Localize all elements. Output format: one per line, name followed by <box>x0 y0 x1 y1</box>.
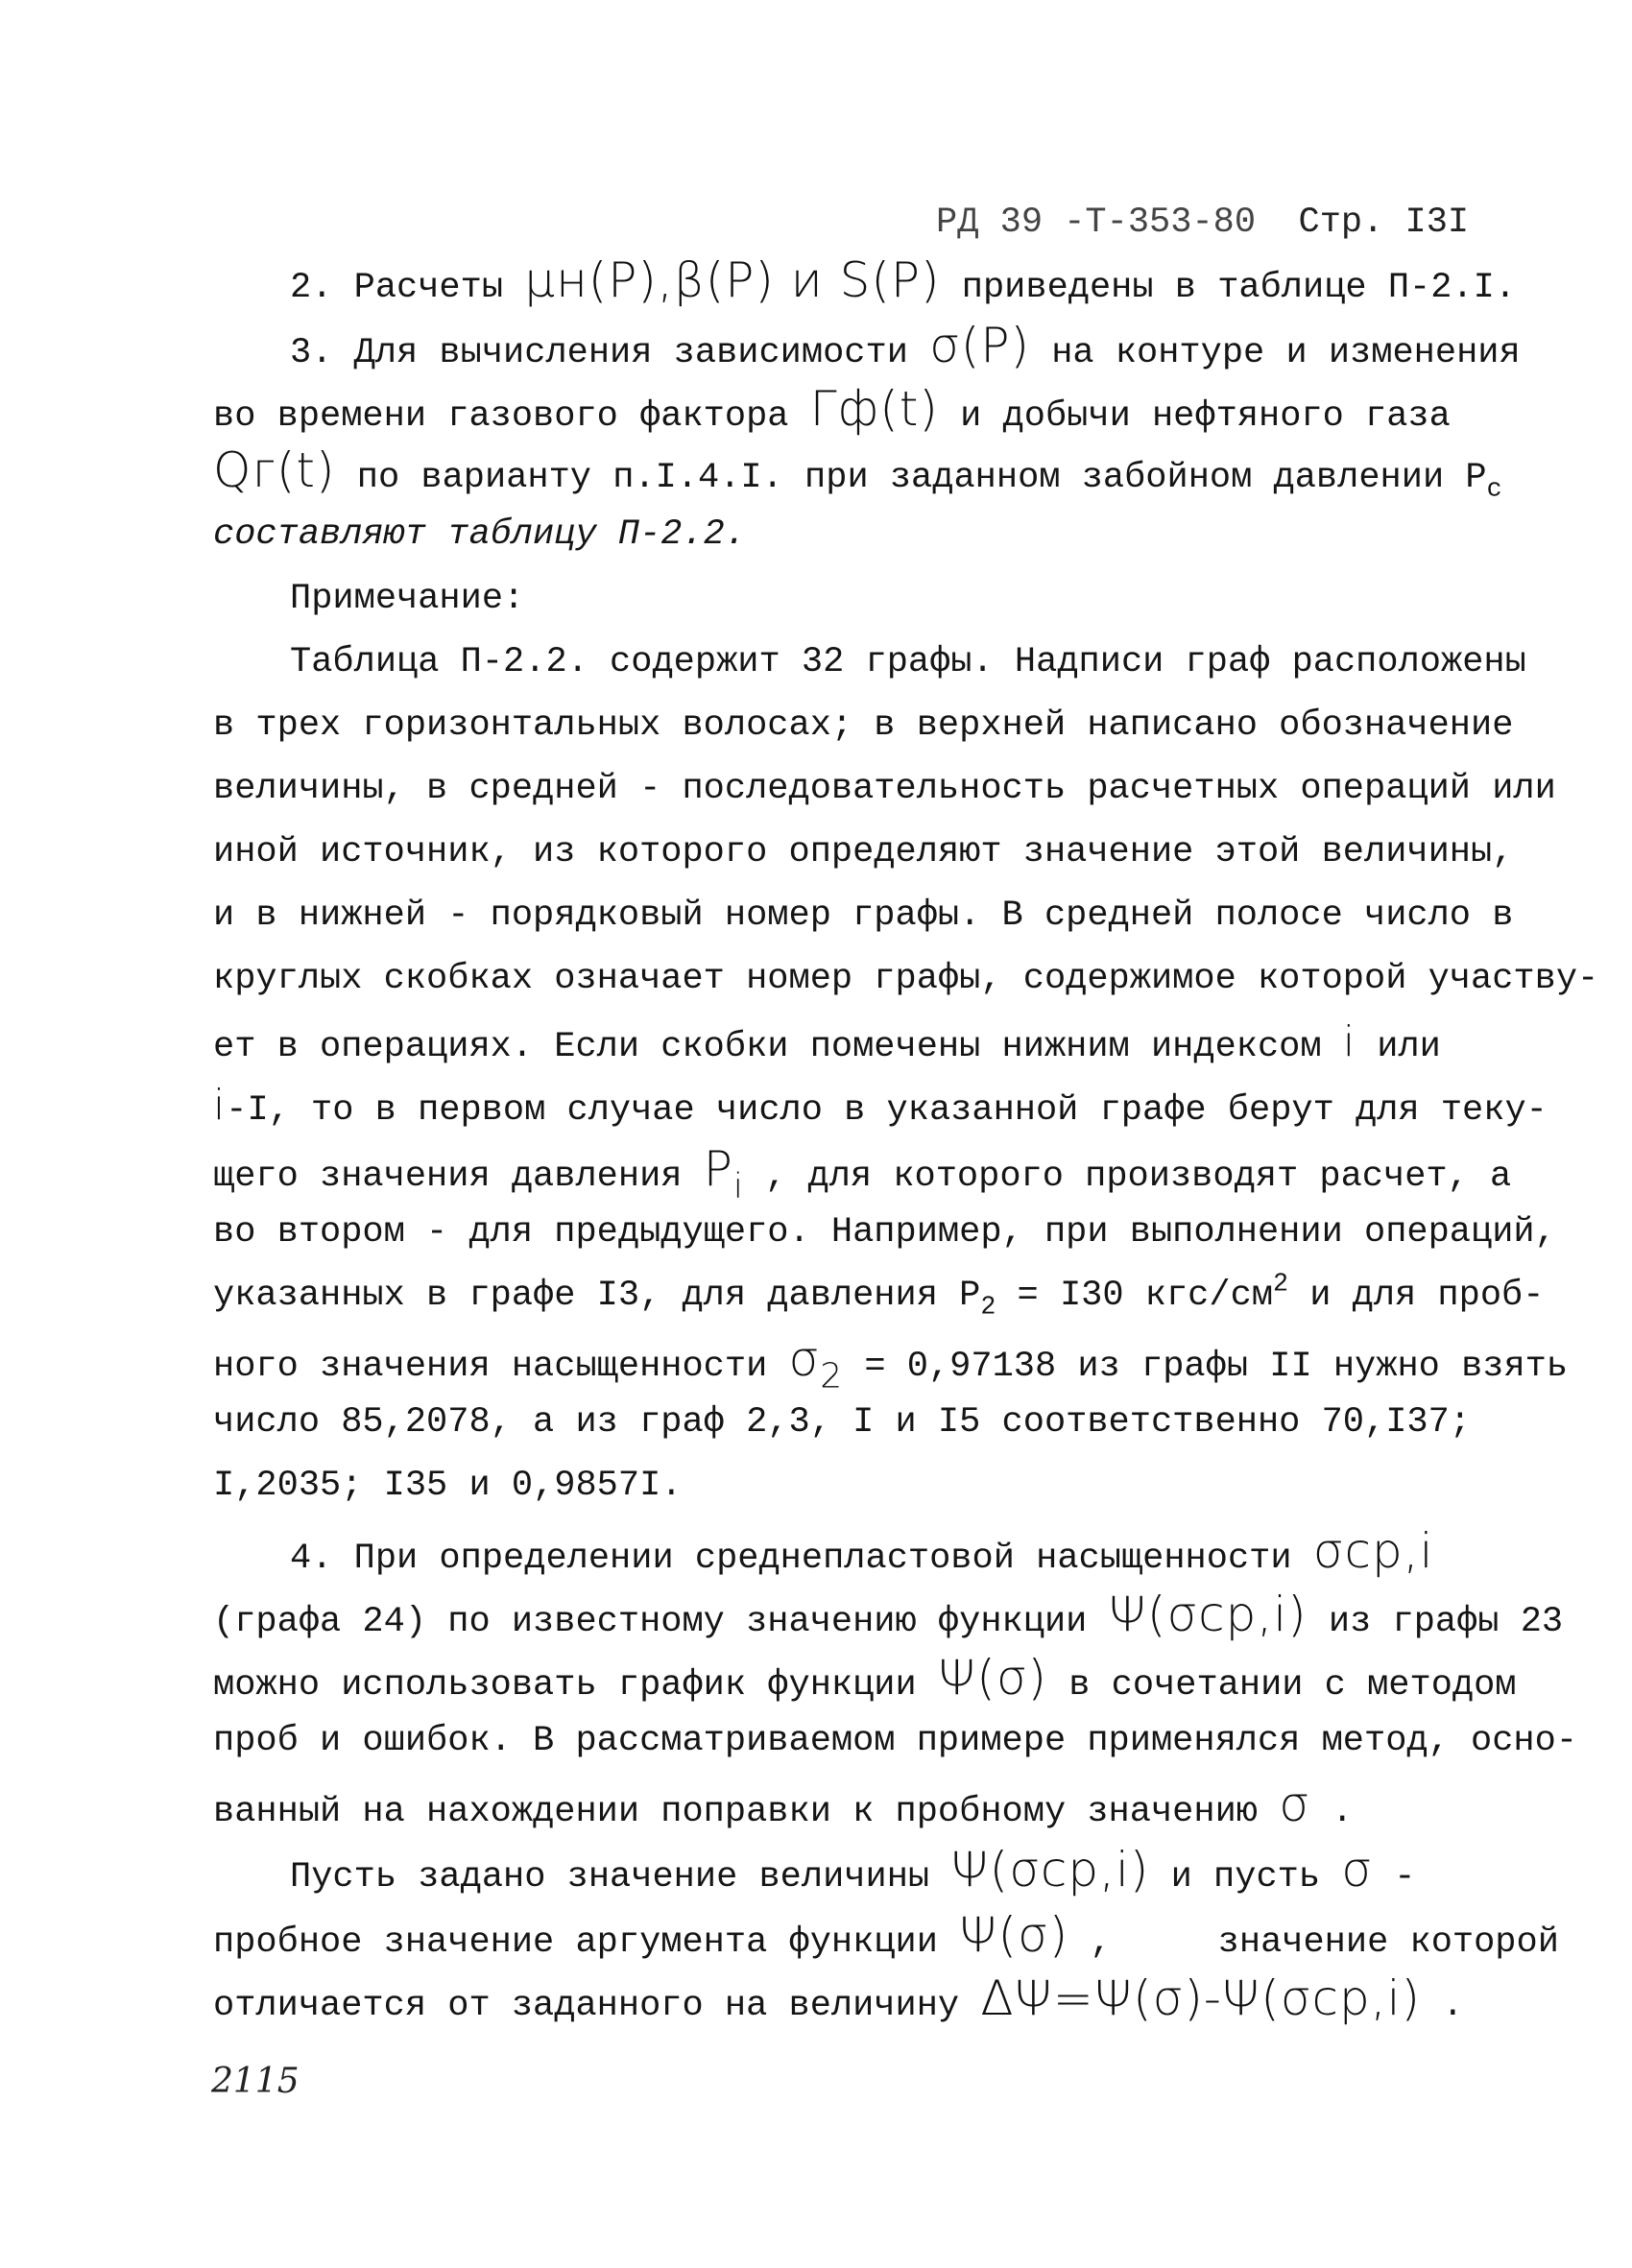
note-line-12 <box>213 1330 1569 1397</box>
note-line-9-text: щего значения давления <box>213 1157 683 1197</box>
note-line-14: I,2035; I35 и 0,9857I. <box>213 1466 683 1506</box>
handwritten-number: 2115 <box>211 2062 300 2101</box>
formula-sigma-2 <box>788 1331 844 1397</box>
note-line-8 <box>213 1077 1548 1139</box>
paragraph-5-line-3 <box>213 1970 1480 2035</box>
note-line-2: в трех горизонтальных волосах; в верхней написано обозначение <box>213 705 1514 746</box>
formula-gas-factor: Гф(t) <box>809 381 939 437</box>
note-line-3: величины, в средней - последовательность расчетных операций или <box>213 769 1556 809</box>
paragraph-5-line-2-tail: , значение которой <box>1090 1922 1559 1963</box>
paragraph-2-lead: 2. Расчеты <box>290 268 504 308</box>
note-line-12-text: ного значения насыщенности <box>213 1347 768 1387</box>
paragraph-4-line-5-text: ванный на нахождении поправки к пробному значению <box>213 1792 1258 1832</box>
page-number: Стр. I3I <box>1298 203 1470 243</box>
paragraph-5-line-3-tail: . <box>1442 1986 1464 2026</box>
note-line-11-text: указанных в графе I3, для давления Р <box>213 1276 981 1316</box>
formula-sigma-avg: σср,i <box>1312 1523 1434 1579</box>
formula-pi <box>703 1141 744 1206</box>
paragraph-4-line-1 <box>290 1522 1557 1588</box>
formula-psi-sigma-trial: Ψ(σ) <box>959 1907 1069 1963</box>
paragraph-3-line-3 <box>213 442 1502 507</box>
paragraph-2-tail: приведены в таблице П-2.I. <box>961 268 1517 308</box>
paragraph-3-line-2 <box>213 380 1480 445</box>
formula-sigma-trial: σ <box>1279 1777 1310 1832</box>
paragraph-5-line-1 <box>290 1841 1557 1906</box>
page-header <box>936 199 1469 247</box>
formula-gas-production: Qг(t) <box>213 442 336 498</box>
formula-psi-sigma: Ψ(σ) <box>937 1650 1048 1706</box>
paragraph-4-line-2-tail: из графы 23 <box>1328 1602 1564 1642</box>
paragraph-5-line-1-tail: - <box>1394 1857 1416 1898</box>
formula-mu-beta-s: μн(Р),β(Р) и S(P) <box>524 252 941 308</box>
paragraph-3-line-2-tail: и добычи нефтяного газа <box>960 396 1451 437</box>
paragraph-3-line-3-tail: по варианту п.I.4.I. при заданном забойном давлении <box>356 458 1445 498</box>
formula-psi-sigma-avg: Ψ(σср,i) <box>1108 1587 1308 1642</box>
paragraph-2 <box>290 251 1557 317</box>
formula-sigma-p: σ(P) <box>929 318 1030 373</box>
note-line-10: во втором - для предыдущего. Например, при выполнении операций, <box>213 1212 1556 1253</box>
formula-pi-subscript: i <box>732 1166 744 1206</box>
formula-psi-sigma-avg-given: Ψ(σср,i) <box>950 1842 1150 1898</box>
unit-superscript: 2 <box>1273 1269 1288 1299</box>
note-line-4: иной источник, из которого определяют значение этой величины, <box>213 832 1514 872</box>
variable-p-subscript: с <box>1486 474 1502 504</box>
note-line-13: число 85,2078, а из граф 2,3, I и I5 соответственно 70,I37; <box>213 1402 1472 1443</box>
formula-sigma-2-subscript: 2 <box>820 1356 844 1397</box>
paragraph-3-line-1 <box>290 317 1557 382</box>
index-i-minus: i <box>213 1081 227 1130</box>
paragraph-4-line-1-text: 4. При определении среднепластовой насыщенности <box>290 1539 1292 1579</box>
paragraph-3-lead: 3. Для вычисления зависимости <box>290 333 908 373</box>
pressure-subscript: 2 <box>980 1292 996 1322</box>
note-line-9 <box>213 1140 1512 1206</box>
paragraph-4-line-5-tail: . <box>1332 1792 1354 1832</box>
note-line-7-tail: или <box>1377 1027 1441 1067</box>
formula-pi-base: P <box>703 1141 733 1197</box>
paragraph-4-line-3 <box>213 1649 1517 1714</box>
variable-p: Р <box>1465 458 1487 498</box>
paragraph-4-line-2-text: (графа 24) по известному значению функции <box>213 1602 1088 1642</box>
variable-pc <box>1465 458 1502 504</box>
formula-sigma-2-base: σ <box>788 1331 821 1387</box>
saturation-value: = 0,97138 <box>864 1347 1057 1387</box>
note-line-12-tail: из графы II нужно взять <box>1077 1347 1569 1387</box>
paragraph-5-line-2 <box>213 1906 1559 1971</box>
paragraph-3-line-4: составляют таблицу П-2.2. <box>213 514 747 555</box>
paragraph-4-line-3-text: можно использовать график функции <box>213 1665 917 1706</box>
paragraph-5-line-1-mid: и пусть <box>1170 1857 1321 1898</box>
note-line-5: и в нижней - порядковый номер графы. В средней полосе число в <box>213 895 1514 936</box>
paragraph-5-line-1-text: Пусть задано значение величины <box>290 1857 930 1898</box>
paragraph-3-line-1-tail: на контуре и изменения <box>1051 333 1521 373</box>
paragraph-3-line-2-lead: во времени газового фактора <box>213 396 789 437</box>
paragraph-5-line-2-text: пробное значение аргумента функции <box>213 1922 938 1963</box>
formula-delta-psi: ΔΨ=Ψ(σ)-Ψ(σср,i) <box>980 1970 1421 2026</box>
document-code: РД 39 -Т-353-80 <box>936 203 1257 243</box>
note-line-7 <box>213 1014 1480 1076</box>
note-line-8-text: -I, то в первом случае число в указанной графе берут для теку- <box>226 1090 1548 1131</box>
paragraph-4-line-2 <box>213 1586 1564 1651</box>
pressure-value: = I30 кгс/см <box>1017 1276 1273 1316</box>
index-i: i <box>1342 1017 1356 1066</box>
note-line-11 <box>213 1267 1545 1325</box>
note-line-7-text: ет в операциях. Если скобки помечены нижним индексом <box>213 1027 1322 1067</box>
note-line-6: круглых скобках означает номер графы, содержимое которой участву- <box>213 959 1599 999</box>
formula-sigma-arg: σ <box>1341 1842 1373 1898</box>
paragraph-4-line-4: проб и ошибок. В рассматриваемом примере применялся метод, осно- <box>213 1721 1578 1761</box>
paragraph-4-line-3-tail: в сочетании с методом <box>1068 1665 1517 1706</box>
paragraph-4-line-5 <box>213 1776 1480 1841</box>
note-heading: Примечание: <box>290 579 525 619</box>
note-line-1: Таблица П-2.2. содержит 32 графы. Надписи граф расположены <box>290 642 1526 682</box>
note-line-11-tail: и для проб- <box>1309 1276 1545 1316</box>
note-line-9-tail: , для которого производят расчет, а <box>765 1157 1512 1197</box>
paragraph-5-line-3-text: отличается от заданного на величину <box>213 1986 960 2026</box>
